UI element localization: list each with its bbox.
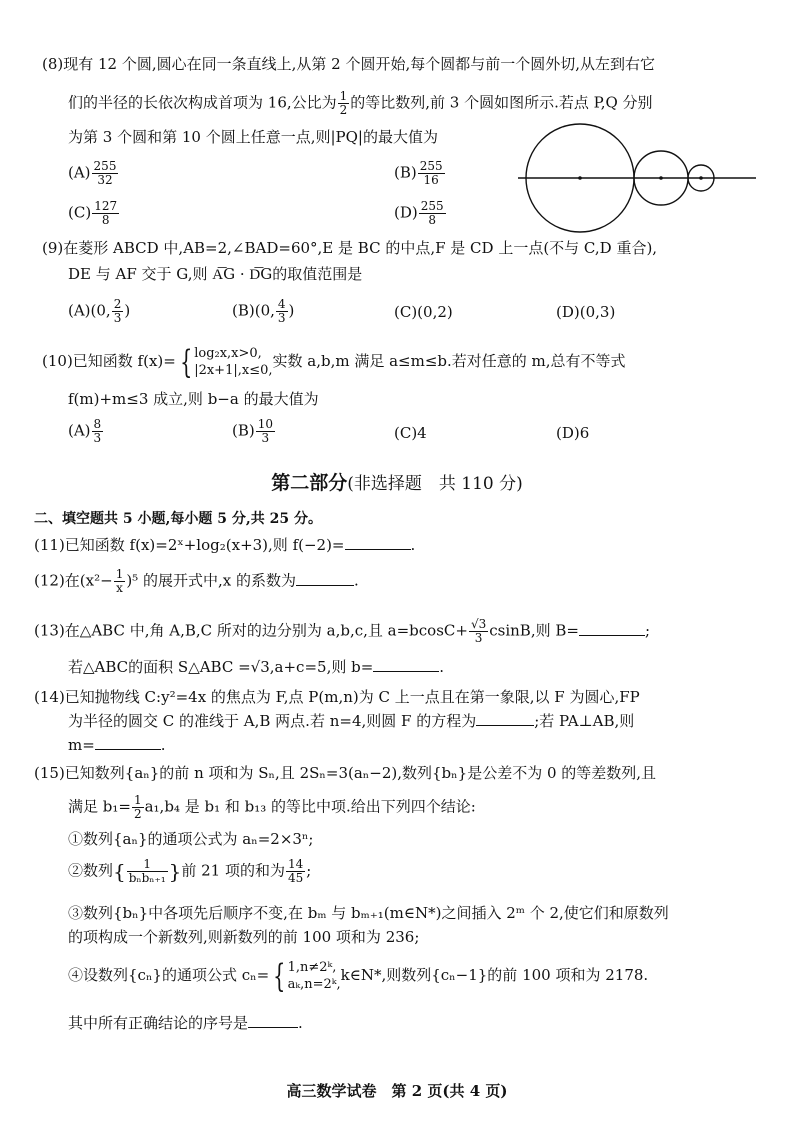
q9-option-c: (C)(0,2) — [394, 303, 453, 321]
fraction: $\frac{1}{2}$ — [339, 89, 348, 117]
q8-line1: (8)现有 12 个圆,圆心在同一条直线上,从第 2 个圆开始,每个圆都与前一个圆外切,从左到右它 — [42, 55, 656, 73]
three-circles-figure — [516, 118, 760, 238]
center-3 — [699, 176, 703, 180]
q10-line1: (10)已知函数 f(x)= { log₂x,x>0, |2x+1|,x≤0, 实数 a,b,m 满足 a≤m≤b.若对任意的 m,总有不等式 — [42, 343, 626, 381]
q14-line3: m= . — [68, 736, 166, 754]
q15-statement-3a: ③数列{bₙ}中各项先后顺序不变,在 bₘ 与 bₘ₊₁(m∈N*)之间插入 2ᵐ 个 2,使它们和原数列 — [68, 904, 669, 922]
q15-statement-3b: 的项构成一个新数列,则新数列的前 100 项和为 236; — [68, 928, 420, 946]
q8-option-c: (C) $\frac{127}{8}$ — [68, 199, 118, 227]
q14-line1: (14)已知抛物线 C:y²=4x 的焦点为 F,点 P(m,n)为 C 上一点且在第一象限,以 F 为圆心,FP — [34, 688, 640, 706]
page-footer: 高三数学试卷 第 2 页(共 4 页) — [286, 1082, 508, 1100]
q9-line2: DE 与 AF 交于 G,则 A͞G · D͞G的取值范围是 — [68, 265, 363, 283]
q9-option-a: (A)(0, $\frac{2}{3}$ ) — [68, 297, 131, 325]
part2-instructions: 二、填空题共 5 小题,每小题 5 分,共 25 分。 — [34, 511, 322, 527]
q8-option-d: (D) $\frac{255}{8}$ — [394, 199, 444, 227]
answer-blank[interactable] — [296, 571, 354, 586]
q15-statement-4: ④设数列{cₙ}的通项公式 cₙ= { 1,n≠2ᵏ, aₖ,n=2ᵏ, k∈N*,则数列{cₙ−1}的前 100 项和为 2178. — [68, 957, 649, 995]
q10-option-b: (B) $\frac{10}{3}$ — [232, 417, 274, 445]
q15-line1: (15)已知数列{aₙ}的前 n 项和为 Sₙ,且 2Sₙ=3(aₙ−2),数列{bₙ}是公差不为 0 的等差数列,且 — [34, 764, 657, 782]
q15-final-line: 其中所有正确结论的序号是 . — [68, 1014, 303, 1032]
q15-statement-2: ②数列{ $\frac{1}{\text{bₙbₙ₊₁}}$ }前 21 项的和为 $\frac{14}{45}$ ; — [68, 857, 312, 885]
answer-blank[interactable] — [476, 711, 534, 726]
answer-blank[interactable] — [248, 1013, 298, 1028]
q14-line2: 为半径的圆交 C 的准线于 A,B 两点.若 n=4,则圆 F 的方程为 ;若 PA⊥AB,则 — [68, 712, 635, 730]
q9-line1: (9)在菱形 ABCD 中,AB=2,∠BAD=60°,E 是 BC 的中点,F 是 CD 上一点(不与 C,D 重合), — [42, 239, 658, 257]
q8-line2: 们的半径的长依次构成首项为 16,公比为 $\frac{1}{2}$ 的等比数列,前 3 个圆如图所示.若点 P,Q 分别 — [68, 89, 653, 117]
q8-line3: 为第 3 个圆和第 10 个圆上任意一点,则|PQ|的最大值为 — [68, 128, 438, 146]
q10-line2: f(m)+m≤3 成立,则 b−a 的最大值为 — [68, 390, 319, 408]
section-heading: 第二部分(非选择题 共 110 分) — [271, 472, 523, 494]
q13-line2: 若△ABC的面积 S△ABC =√3,a+c=5,则 b= . — [68, 658, 445, 676]
q9-option-d: (D)(0,3) — [556, 303, 616, 321]
q13-line1: (13)在△ABC 中,角 A,B,C 所对的边分别为 a,b,c,且 a=bcosC+ $\frac{√3}{3}$ csinB,则 B= ; — [34, 617, 651, 645]
q8-option-b: (B) $\frac{255}{16}$ — [394, 159, 443, 187]
q11-line: (11)已知函数 f(x)=2ˣ+log₂(x+3),则 f(−2)= . — [34, 536, 416, 554]
answer-blank[interactable] — [95, 735, 161, 750]
center-1 — [578, 176, 582, 180]
q15-statement-1: ①数列{aₙ}的通项公式为 aₙ=2×3ⁿ; — [68, 830, 314, 848]
center-2 — [659, 176, 663, 180]
q10-option-d: (D)6 — [556, 424, 590, 442]
q15-line2: 满足 b₁= $\frac{1}{2}$ a₁,b₄ 是 b₁ 和 b₁₃ 的等比中项.给出下列四个结论: — [68, 793, 476, 821]
q8-option-a: (A) $\frac{255}{32}$ — [68, 159, 117, 187]
answer-blank[interactable] — [373, 657, 439, 672]
q9-option-b: (B)(0, $\frac{4}{3}$ ) — [232, 297, 295, 325]
answer-blank[interactable] — [345, 535, 411, 550]
q10-option-a: (A) $\frac{8}{3}$ — [68, 417, 102, 445]
q10-option-c: (C)4 — [394, 424, 427, 442]
q12-line: (12)在(x²− $\frac{1}{x}$ )⁵ 的展开式中,x 的系数为 . — [34, 567, 359, 595]
answer-blank[interactable] — [579, 621, 645, 636]
